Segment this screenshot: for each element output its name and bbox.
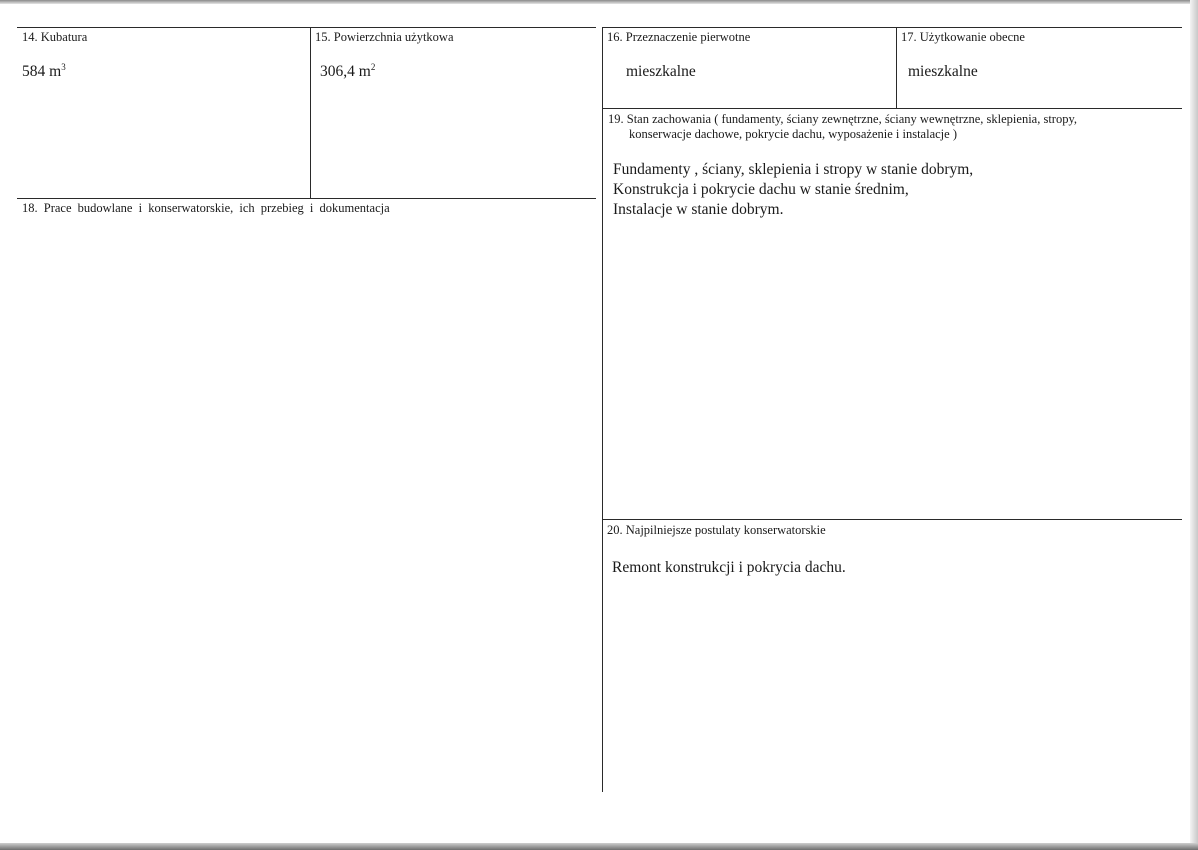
stan-label-line2: konserwacje dachowe, pokrycie dachu, wyposażenie i instalacje ): [629, 127, 957, 141]
stan-label: [608, 112, 1174, 142]
powierzchnia-value: [320, 62, 375, 82]
scan-edge-top: [0, 0, 1198, 4]
kubatura-number: 584 m: [22, 63, 62, 80]
stan-value-line1: Fundamenty , ściany, sklepienia i stropy w stanie dobrym,: [613, 161, 974, 178]
powierzchnia-number: 306,4 m: [320, 63, 371, 80]
stan-value: [613, 160, 973, 220]
top-border-right: [602, 27, 1182, 28]
postulaty-value: Remont konstrukcji i pokrycia dachu.: [612, 559, 846, 576]
divider-16-17: [896, 27, 897, 108]
top-border-left: [17, 27, 596, 28]
scan-edge-bottom: [0, 843, 1198, 850]
kubatura-unit-power: 3: [61, 62, 66, 72]
prace-label: 18. Prace budowlane i konserwatorskie, ich przebieg i dokumentacja: [22, 201, 390, 215]
uzytkowanie-label: 17. Użytkowanie obecne: [901, 30, 1025, 44]
powierzchnia-label: 15. Powierzchnia użytkowa: [315, 30, 454, 44]
postulaty-label: 20. Najpilniejsze postulaty konserwatorskie: [607, 523, 826, 537]
kubatura-value: [22, 62, 66, 82]
stan-value-line2: Konstrukcja i pokrycie dachu w stanie średnim,: [613, 181, 909, 198]
stan-label-line1: 19. Stan zachowania ( fundamenty, ściany zewnętrzne, ściany wewnętrzne, sklepienia, stropy,: [608, 112, 1078, 126]
stan-value-line3: Instalacje w stanie dobrym.: [613, 201, 784, 218]
border-above-19: [602, 108, 1182, 109]
uzytkowanie-value: mieszkalne: [908, 63, 978, 80]
kubatura-label: 14. Kubatura: [22, 30, 88, 44]
przeznaczenie-label: 16. Przeznaczenie pierwotne: [607, 30, 751, 44]
divider-14-15: [310, 27, 311, 198]
scan-edge-right: [1190, 0, 1198, 850]
border-above-18: [17, 198, 596, 199]
center-divider: [602, 27, 603, 792]
border-above-20: [602, 519, 1182, 520]
powierzchnia-unit-power: 2: [370, 62, 376, 72]
przeznaczenie-value: mieszkalne: [626, 63, 696, 80]
